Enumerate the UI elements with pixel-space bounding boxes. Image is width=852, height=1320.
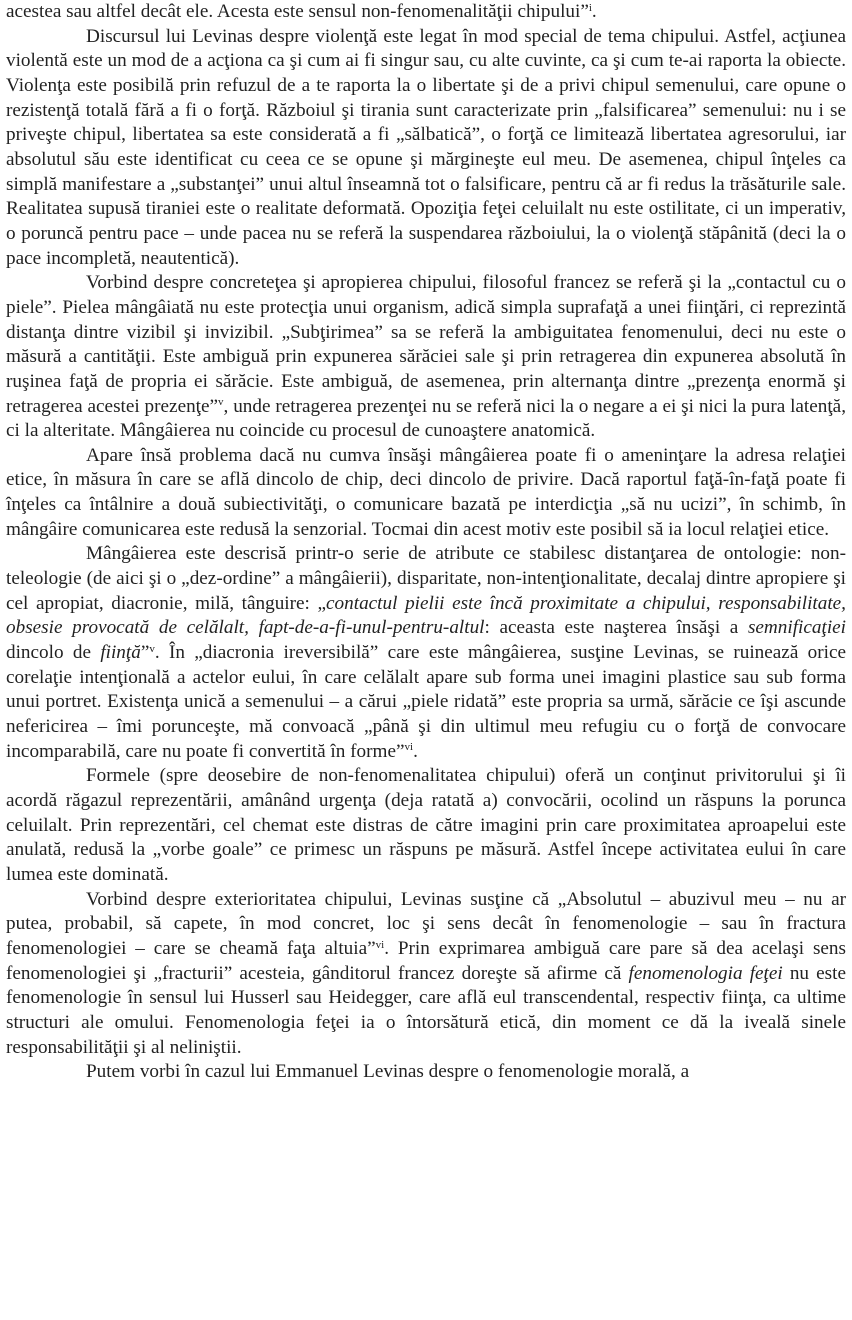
text-run: Formele (spre deosebire de non-fenomenalitatea chipului) oferă un conţinut privitorului şi îi acordă răgazul reprezentării, amânând urgenţa (deja ratată a) convocării, ocolind un răspuns la porunca celuilalt. Prin reprezentări, cel chemat este distras de către imagini prin care proximitatea aproapelui este anulată, redusă la „vorbe goale” ce primesc un răspuns pe măsură. Astfel începe activitatea eului în care lumea este dominată. (6, 765, 846, 885)
text-run: . Prin exprimarea ambiguă care pare să dea acelaşi sens fenomenologiei şi „fracturii” acesteia, gânditorul francez doreşte să afirme că (6, 937, 846, 984)
text-run: . În „diacronia ireversibilă” care este mângâierea, susţine Levinas, se ruinează orice corelaţie intenţională a actelor eului, în care celălalt apare sub forma unei imagini plastice sau sub forma unui portret. Existenţa unică a semenului – a cărui „piele ridată” este propria sa urmă, sărăcie ce îşi ascunde nefericirea – îmi porunceşte, mă convoacă „până şi din ultimul meu refugiu cu o forţă de convocare incomparabilă, care nu poate fi convertită în forme” (6, 642, 846, 762)
text-run: Putem vorbi în cazul lui Emmanuel Levinas despre o fenomenologie morală, a (86, 1061, 690, 1083)
footnote-marker: v (149, 642, 155, 655)
text-run: Vorbind despre exterioritatea chipului, Levinas susţine că „Absolutul – abuzivul meu – nu ar putea, probabil, să capete, în mod concret, loc şi sens decât în fenomenologie – sau în fractura fenomenologiei – care se cheamă faţa altuia” (6, 888, 846, 959)
text-run: Discursul lui Levinas despre violenţă este legat în mod special de tema chipului. Astfel, acţiunea violentă este un mod de a acţiona ca şi cum ai fi singur sau, cu alte cuvinte, ca şi cum te-ai raporta la obiecte. Violenţa este posibilă prin refuzul de a te raporta la o libertate şi de a privi chipul semenului, care opune o rezistenţă totală fără a fi o forţă. Războiul şi tirania sunt caracterizate prin „falsificarea” semenului: nu i se priveşte chipul, libertatea sa este considerată a fi „sălbatică”, o forţă ce limitează libertatea agresorului, iar absolutul său este identificat cu ceea ce se opune şi mărgineşte eul meu. De asemenea, chipul înţeles ca simplă manifestare a „substanţei” unui altul înseamnă tot o falsificare, pentru că ar fi redus la trăsăturile sale. Realitatea supusă tiraniei este o realitate deformată. Opoziţia feţei celuilalt nu este ostilitate, ci un imperativ, o poruncă pentru pace – unde pacea nu se referă la suspendarea războiului, la o violenţă stăpânită (deci la o pace incompletă, neautentică). (6, 25, 846, 269)
paragraph (6, 0, 846, 25)
text-run: dincolo de (6, 642, 101, 664)
paragraph (6, 542, 846, 764)
footnote-marker: i (588, 1, 592, 14)
emphasis-text: fenomenologia feţei (628, 962, 783, 984)
footnote-marker: v (218, 396, 224, 409)
emphasis-text: contactul pielii este încă proximitate a chipului, responsabilitate, obsesie provocată de celălalt, fapt-de-a-fi-unul-pentru-altul (6, 592, 846, 639)
text-run: acestea sau altfel decât ele. Acesta este sensul non-fenomenalităţii chipului” (6, 1, 589, 22)
paragraph (6, 444, 846, 543)
footnote-marker: vi (404, 741, 414, 754)
text-run: . (591, 1, 597, 22)
footnote-marker: vi (375, 938, 385, 951)
text-run: , unde retragerea prezenţei nu se referă nici la o negare a ei şi nici la pura latenţă, ci la alteritate. Mângâierea nu coincide cu procesul de cunoaştere anatomică. (6, 395, 846, 442)
text-run: ” (140, 642, 150, 664)
text-run: Mângâierea este descrisă printr-o serie de atribute ce stabilesc distanţarea de ontologie: non-teleologie (de aici şi o „dez-ordine” a mângâierii), disparitate, non-intenţionalitate, decalaj dintre apropiere şi cel apropiat, diacronie, milă, tânguire: „ (6, 543, 846, 614)
paragraph (6, 1060, 846, 1085)
emphasis-text: fiinţă (100, 642, 141, 664)
text-run: . (413, 740, 418, 762)
text-run: nu este fenomenologie în sensul lui Husserl sau Heidegger, care află eul transcendental, respectiv fiinţa, ca ultime structuri ale omului. Fenomenologia feţei ia o întorsătură etică, din moment ce dă la iveală sinele responsabilităţii şi al neliniştii. (6, 962, 846, 1058)
paragraph (6, 271, 846, 444)
text-run: : aceasta este naşterea însăşi a (484, 617, 748, 639)
text-run: Vorbind despre concreteţea şi apropierea chipului, filosoful francez se referă şi la „contactul cu o piele”. Pielea mângâiată nu este protecţia unui organism, adică simpla suprafaţă a unei fiinţări, ci reprezintă distanţa dintre vizibil şi invizibil. „Subţirimea” sa se referă la ambiguitatea fenomenului, deci nu este o măsură a cantităţii. Este ambiguă prin expunerea sărăciei sale şi prin retragerea din expunerea absolută în ruşinea faţă de propria ei sărăcie. Este ambiguă, de asemenea, prin alternanţa dintre „prezenţa enormă şi retragerea acestei prezenţe” (6, 272, 846, 417)
paragraph (6, 764, 846, 887)
emphasis-text: semnificaţiei (747, 617, 846, 639)
paragraph (6, 888, 846, 1061)
paragraph (6, 25, 846, 272)
text-run: Apare însă problema dacă nu cumva însăşi mângâierea poate fi o ameninţare la adresa relaţiei etice, în măsura în care se află dincolo de chip, deci dincolo de privire. Dacă raportul faţă-în-faţă poate fi înţeles ca întâlnire a două subiectivităţi, o comunicare bazată pe interdicţia „să nu ucizi”, în schimb, în mângâire comunicarea este redusă la senzorial. Tocmai din acest motiv este posibil să ia locul relaţiei etice. (6, 444, 846, 540)
